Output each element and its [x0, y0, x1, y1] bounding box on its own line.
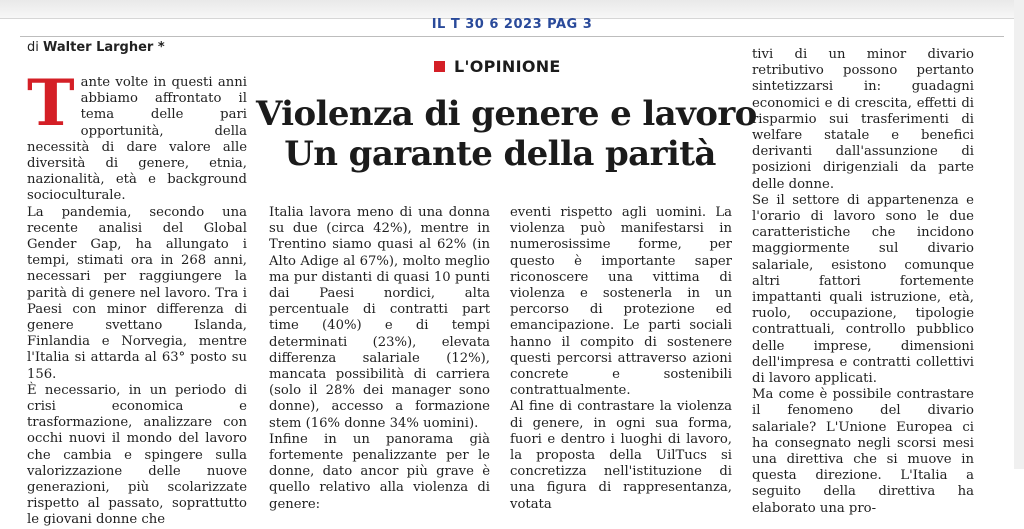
paragraph: Ma come è possibile contrastare il fenomeno del divario salariale? L'Unione Europea ci ha consegnato negli scorsi mesi una direttiva che si muove in questa direzione. L'Italia a seguito della direttiva ha elaborato una pro-: [752, 387, 974, 516]
headline-line-1: Violenza di genere e lavoro: [256, 94, 757, 134]
article-column-1: [27, 66, 247, 529]
article-column-4: [752, 47, 974, 517]
paragraph: Se il settore di appartenenza e l'orario di lavoro sono le due caratteristiche che incidono maggiormente sul divario salariale, esistono comunque altri fattori fortemente impattanti quali istruzione, età, ruolo, occupazione, tipologie contrattuali, controllo pubblico delle imprese, dimensioni dell'impresa e contratti collettivi di lavoro applicati.: [752, 192, 974, 387]
drop-cap: T: [27, 66, 75, 141]
paragraph: Al fine di contrastare la violenza di genere, in ogni sua forma, fuori e dentro i luoghi di lavoro, la proposta della UilTucs si concretizza nell'istituzione di una figura di rappresentanza, votata: [510, 399, 732, 512]
paragraph: tivi di un minor divario retributivo possono pertanto sintetizzarsi in: guadagni economici e di crescita, effetti di risparmio sui trasferimenti di welfare statale e benefici derivanti dall'assunzione di posizioni dirigenziali da parte delle donne.: [752, 47, 974, 192]
red-square-icon: [434, 61, 445, 72]
paragraph: È necessario, in un periodo di crisi economica e trasformazione, analizzare con occhi nuovi il mondo del lavoro che cambia e spingere sulla valorizzazione delle nuove generazioni, più scolarizzate rispetto al passato, soprattutto le giovani donne che: [27, 382, 247, 528]
paragraph: eventi rispetto agli uomini. La violenza può manifestarsi in numerosissime forme, per questo è importante saper riconoscere una vittima di violenza e sostenerla in un percorso di protezione ed emancipazione. Le parti sociali hanno il compito di sostenere questi percorsi attraverso azioni concrete e sostenibili contrattualmente.: [510, 205, 732, 399]
header-divider: [20, 36, 1004, 37]
paragraph: La pandemia, secondo una recente analisi del Global Gender Gap, ha allungato i tempi, stimati ora in 268 anni, necessari per raggiungere la parità di genere nel lavoro. Tra i Paesi con minor differenza di genere svettano Islanda, Finlandia e Norvegia, mentre l'Italia si attarda al 63° posto su 156.: [27, 204, 247, 382]
article-column-3: [510, 205, 732, 513]
article-column-2: [269, 205, 490, 513]
author-name: Walter Largher *: [43, 40, 165, 55]
byline: [27, 40, 165, 55]
paragraph: Italia lavora meno di una donna su due (circa 42%), mentre in Trentino siamo quasi al 62% (in Alto Adige al 67%), molto meglio ma pur distanti di quasi 10 punti dai Paesi nordici, alta percentuale di contratti part time (40%) e di tempi determinati (23%), elevata differenza salariale (12%), mancata possibilità di carriera (solo il 28% dei manager sono donne), accesso a formazione stem (16% donne 34% uomini).: [269, 205, 490, 431]
byline-prefix: di: [27, 40, 39, 55]
article-headline: [256, 94, 757, 174]
paragraph: Tante volte in questi anni abbiamo affrontato il tema delle pari opportunità, della necessità di dare valore alle diversità di genere, etnia, nazionalità, età e background socioculturale.: [27, 66, 247, 204]
section-label: L'OPINIONE: [434, 57, 561, 76]
headline-line-2: Un garante della parità: [284, 134, 716, 174]
paragraph: Infine in un panorama già fortemente penalizzante per le donne, dato ancor più grave è quello relativo alla violenza di genere:: [269, 431, 490, 512]
page-label: IL T 30 6 2023 PAG 3: [431, 17, 593, 32]
viewer-scroll-edge[interactable]: [1014, 0, 1024, 469]
